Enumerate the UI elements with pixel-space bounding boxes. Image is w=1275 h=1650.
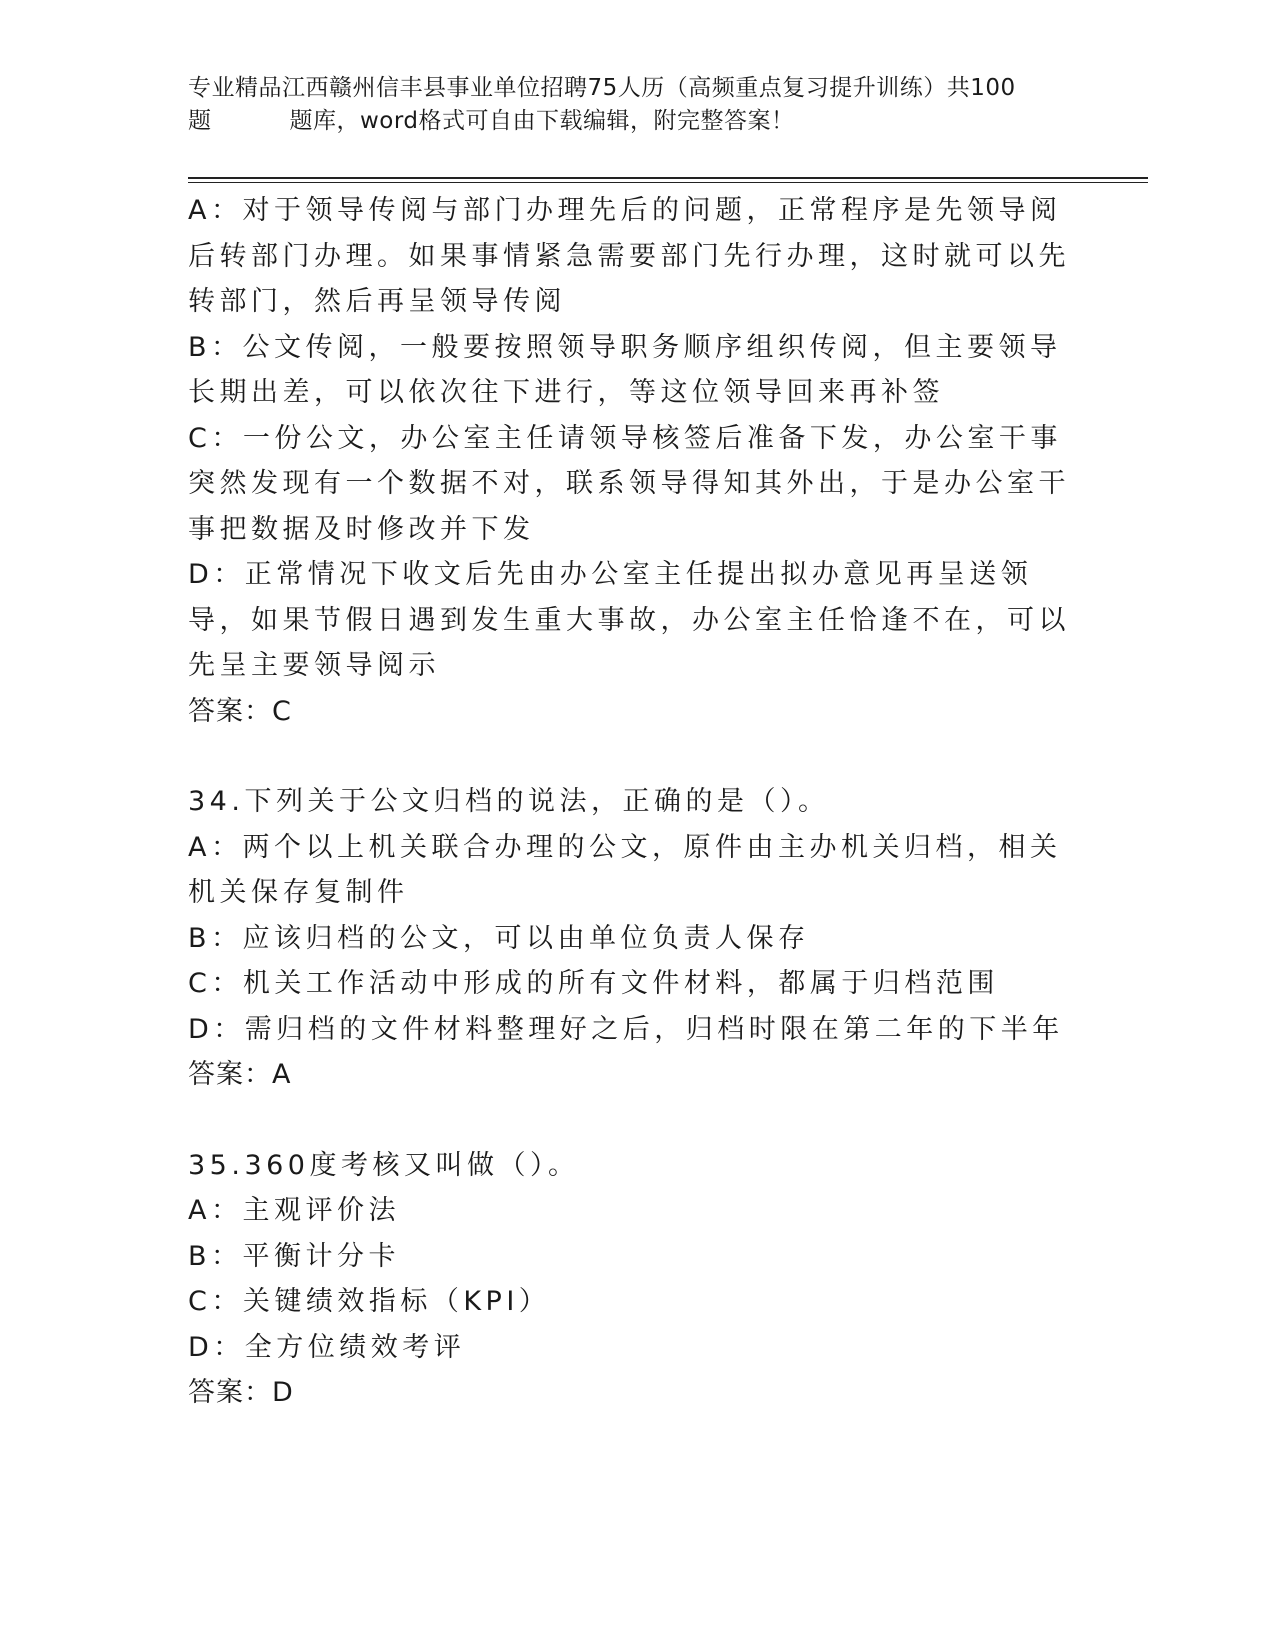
q35-option-b: B：平衡计分卡 (188, 1240, 401, 1272)
q33-option-c: C：一份公文，办公室主任请领导核签后准备下发，办公室干事突然发现有一个数据不对，联系领导得知其外出，于是办公室干事把数据及时修改并下发 (188, 422, 1070, 545)
q33-answer: 答案：C (188, 695, 292, 727)
q33-option-d: D：正常情况下收文后先由办公室主任提出拟办意见再呈送领导，如果节假日遇到发生重大事故，办公室主任恰逢不在，可以先呈主要领导阅示 (188, 559, 1070, 681)
document-header (188, 72, 1088, 138)
q33-option-b: B：公文传阅，一般要按照领导职务顺序组织传阅，但主要领导长期出差，可以依次往下进行，等这位领导回来再补签 (188, 331, 1062, 408)
q33-option-a: A：对于领导传阅与部门办理先后的问题，正常程序是先领导阅后转部门办理。如果事情紧急需要部门先行办理，这时就可以先转部门，然后再呈领导传阅 (188, 195, 1070, 317)
question-33 (188, 188, 1088, 734)
header-title-line1: 专业精品江西赣州信丰县事业单位招聘75人历（高频重点复习提升训练）共100 (188, 75, 1016, 101)
q34-answer: 答案：A (188, 1059, 292, 1090)
q35-answer: 答案：D (188, 1377, 294, 1408)
q34-option-d: D：需归档的文件材料整理好之后，归档时限在第二年的下半年 (188, 1013, 1064, 1045)
header-title-line2-start: 题 (188, 108, 212, 134)
q34-question: 34.下列关于公文归档的说法，正确的是（）。 (188, 786, 830, 817)
q35-option-d: D：全方位绩效考评 (188, 1331, 466, 1363)
question-35 (188, 1143, 1088, 1416)
q34-option-b: B：应该归档的公文，可以由单位负责人保存 (188, 922, 810, 954)
q35-option-c: C：关键绩效指标（KPI） (188, 1286, 551, 1317)
header-title-line2 (188, 105, 1088, 138)
q35-question: 35.360度考核又叫做（）。 (188, 1149, 580, 1181)
document-body (188, 188, 1088, 1416)
header-title-line2-rest: 题库，word格式可自由下载编辑，附完整答案！ (289, 108, 795, 134)
q35-option-a: A：主观评价法 (188, 1195, 400, 1226)
q34-option-a: A：两个以上机关联合办理的公文，原件由主办机关归档，相关机关保存复制件 (188, 831, 1062, 908)
header-divider-thin (188, 182, 1148, 183)
q34-option-c: C：机关工作活动中形成的所有文件材料，都属于归档范围 (188, 968, 999, 999)
question-34 (188, 779, 1088, 1098)
header-divider-thick (188, 177, 1148, 179)
